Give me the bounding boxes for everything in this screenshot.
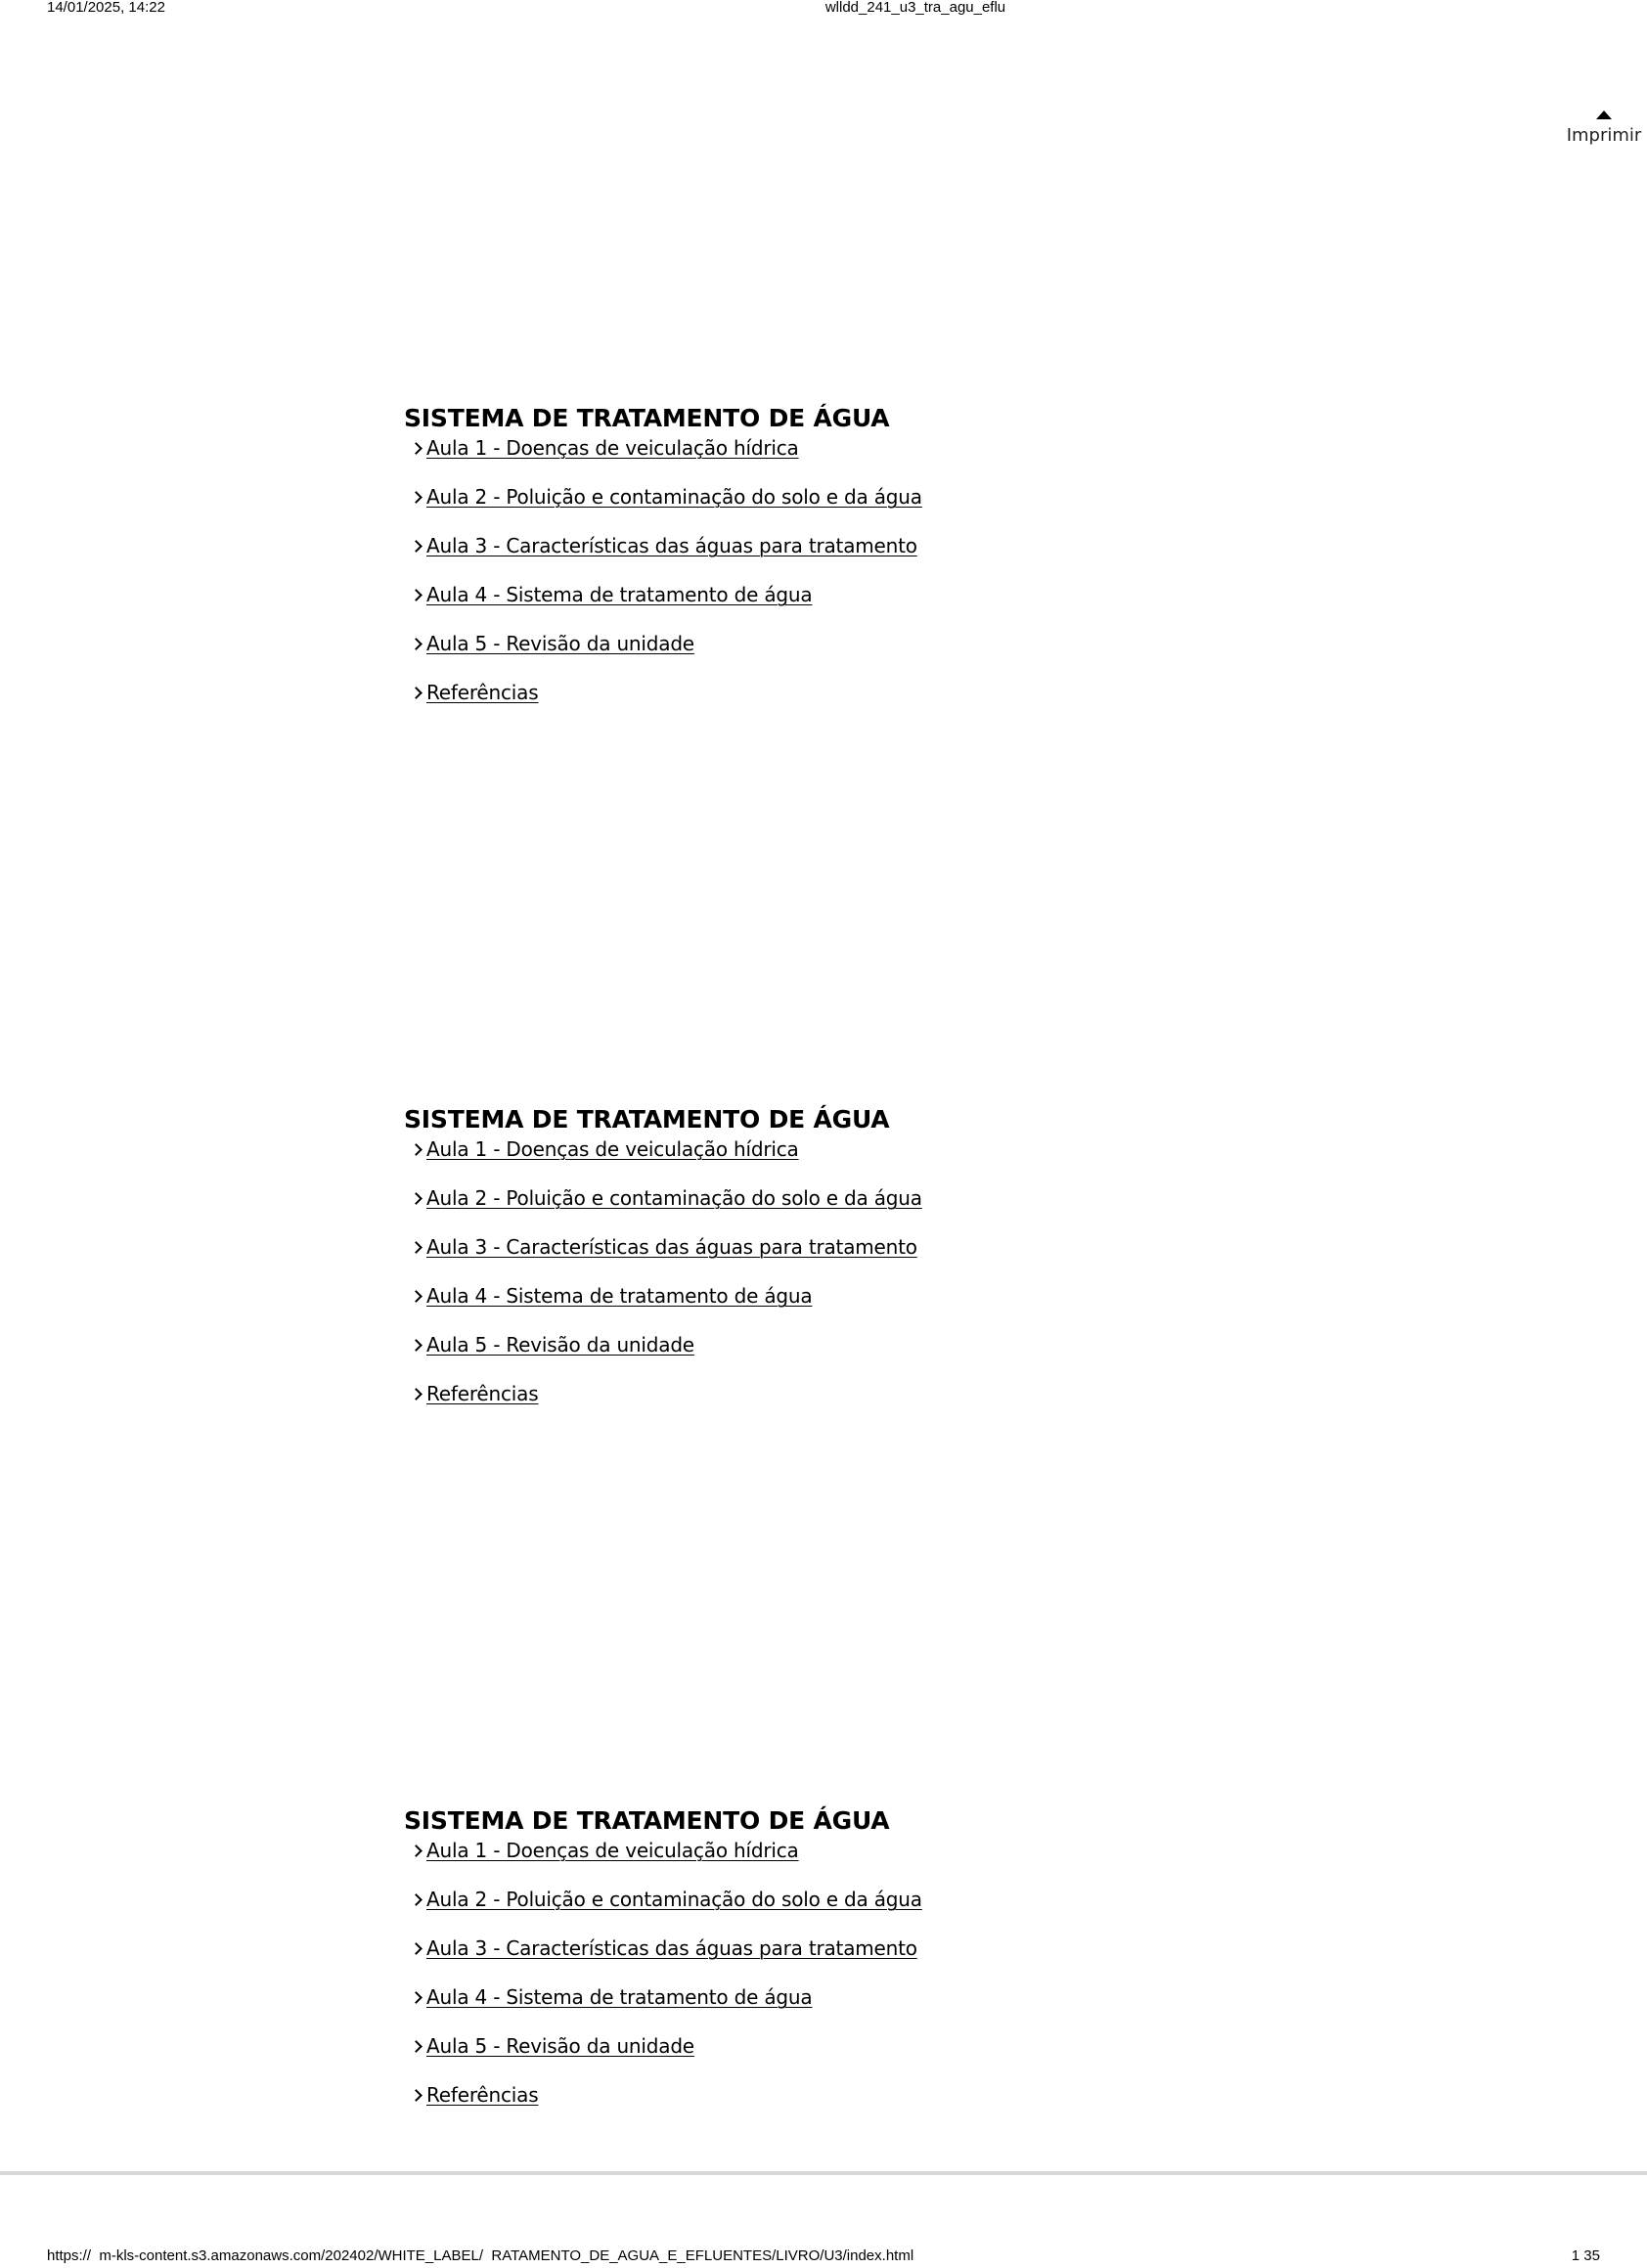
page-divider (0, 2171, 1647, 2175)
pdf-print-footer (0, 2248, 1647, 2268)
chevron-right-icon (410, 1893, 423, 1906)
toc-list (404, 1134, 1186, 1428)
chevron-right-icon (410, 442, 423, 455)
toc-item-aula-5 (404, 2031, 1186, 2080)
toc-title: SISTEMA DE TRATAMENTO DE ÁGUA (404, 1806, 890, 1835)
toc-list (404, 433, 1186, 727)
toc-item-aula-3 (404, 1934, 1186, 1982)
print-button-label: Imprimir (1566, 125, 1642, 146)
chevron-right-icon (410, 1290, 423, 1303)
toc-link-aula-2[interactable]: Aula 2 - Poluição e contaminação do solo e da água (426, 1186, 922, 1210)
toc-item-aula-2 (404, 482, 1186, 531)
chevron-right-icon (410, 1241, 423, 1254)
chevron-right-icon (410, 1339, 423, 1352)
toc-link-referencias[interactable]: Referências (426, 681, 539, 704)
toc-item-aula-3 (404, 531, 1186, 580)
chevron-right-icon (410, 1143, 423, 1156)
toc-link-referencias[interactable]: Referências (426, 1382, 539, 1405)
toc-link-aula-1[interactable]: Aula 1 - Doenças de veiculação hídrica (426, 1839, 799, 1862)
toc-title: SISTEMA DE TRATAMENTO DE ÁGUA (404, 1105, 890, 1134)
toc-link-aula-4[interactable]: Aula 4 - Sistema de tratamento de água (426, 1284, 813, 1308)
toc-item-aula-4 (404, 580, 1186, 629)
chevron-right-icon (410, 1845, 423, 1857)
toc-link-aula-4[interactable]: Aula 4 - Sistema de tratamento de água (426, 583, 813, 606)
chevron-right-icon (410, 589, 423, 601)
toc-link-aula-1[interactable]: Aula 1 - Doenças de veiculação hídrica (426, 436, 799, 460)
toc-link-aula-1[interactable]: Aula 1 - Doenças de veiculação hídrica (426, 1137, 799, 1161)
chevron-right-icon (410, 2089, 423, 2102)
print-page-number: 1 35 (1571, 2247, 1600, 2264)
toc-item-referencias (404, 2080, 1186, 2129)
chevron-right-icon (410, 638, 423, 650)
chevron-right-icon (410, 1991, 423, 2004)
toc-link-referencias[interactable]: Referências (426, 2083, 539, 2107)
chevron-right-icon (410, 491, 423, 504)
toc-item-aula-4 (404, 1982, 1186, 2031)
toc-list (404, 1836, 1186, 2129)
pdf-print-header (0, 0, 1647, 20)
print-datetime: 14/01/2025, 14:22 (47, 0, 165, 16)
toc-link-aula-2[interactable]: Aula 2 - Poluição e contaminação do solo e da água (426, 485, 922, 509)
toc-item-aula-1 (404, 433, 1186, 482)
chevron-right-icon (410, 2040, 423, 2053)
table-of-contents (404, 1105, 1186, 1428)
chevron-right-icon (410, 540, 423, 553)
toc-link-aula-3[interactable]: Aula 3 - Características das águas para tratamento (426, 534, 917, 557)
toc-link-aula-2[interactable]: Aula 2 - Poluição e contaminação do solo e da água (426, 1888, 922, 1911)
toc-item-aula-3 (404, 1232, 1186, 1281)
toc-item-aula-4 (404, 1281, 1186, 1330)
toc-link-aula-5[interactable]: Aula 5 - Revisão da unidade (426, 632, 694, 655)
toc-item-aula-5 (404, 629, 1186, 678)
chevron-right-icon (410, 687, 423, 699)
print-page-url: https:// m-kls-content.s3.amazonaws.com/202402/WHITE_LABEL/ RATAMENTO_DE_AGUA_E_EFLUENTES/LIVRO/U3/index.html (47, 2247, 914, 2264)
toc-link-aula-4[interactable]: Aula 4 - Sistema de tratamento de água (426, 1985, 813, 2009)
table-of-contents (404, 404, 1186, 727)
toc-item-aula-1 (404, 1836, 1186, 1885)
toc-link-aula-5[interactable]: Aula 5 - Revisão da unidade (426, 1333, 694, 1356)
chevron-right-icon (410, 1388, 423, 1401)
toc-link-aula-3[interactable]: Aula 3 - Características das águas para tratamento (426, 1936, 917, 1960)
toc-link-aula-5[interactable]: Aula 5 - Revisão da unidade (426, 2034, 694, 2058)
caret-up-icon (1596, 111, 1612, 119)
toc-item-aula-1 (404, 1134, 1186, 1183)
toc-item-aula-2 (404, 1183, 1186, 1232)
toc-item-referencias (404, 678, 1186, 727)
print-document-title: wlldd_241_u3_tra_agu_eflu (824, 0, 1006, 16)
toc-item-aula-5 (404, 1330, 1186, 1379)
toc-item-referencias (404, 1379, 1186, 1428)
toc-link-aula-3[interactable]: Aula 3 - Características das águas para tratamento (426, 1235, 917, 1259)
table-of-contents (404, 1806, 1186, 2129)
chevron-right-icon (410, 1942, 423, 1955)
print-button[interactable] (1565, 106, 1643, 146)
chevron-right-icon (410, 1192, 423, 1205)
toc-title: SISTEMA DE TRATAMENTO DE ÁGUA (404, 404, 890, 432)
toc-item-aula-2 (404, 1885, 1186, 1934)
